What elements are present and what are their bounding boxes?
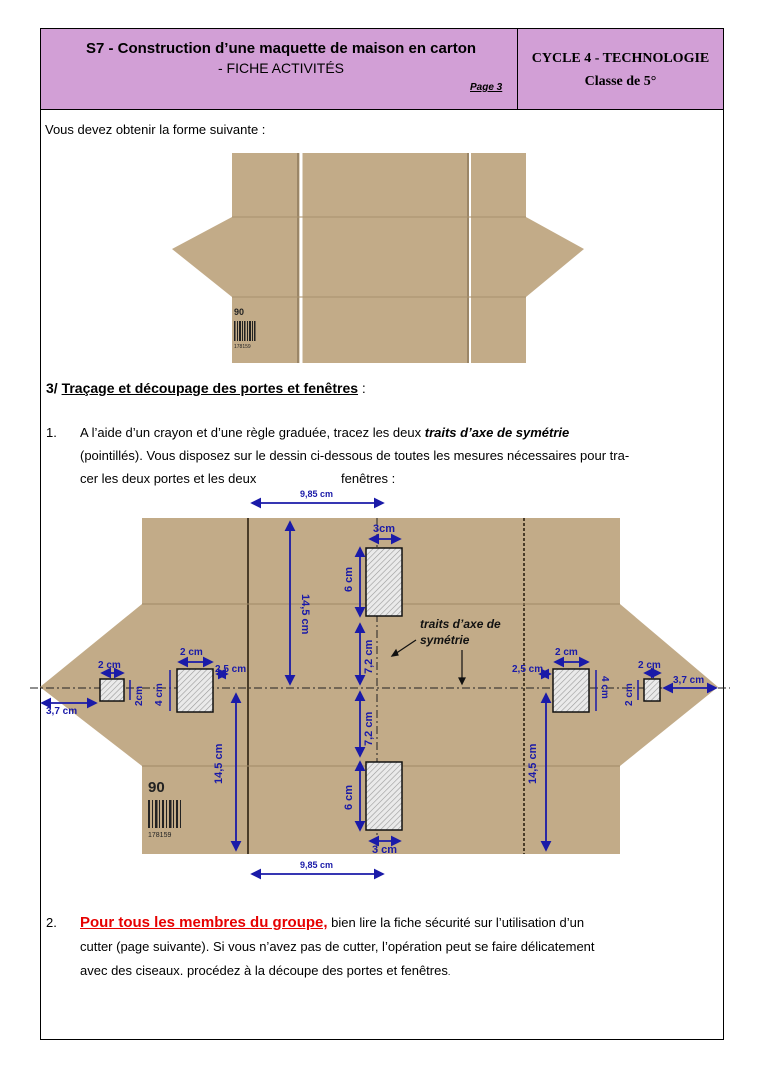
dim-right-small-w: 2 cm — [638, 660, 661, 671]
window-left-big — [177, 669, 213, 712]
dim-left-gap: 2,5 cm — [215, 664, 247, 675]
dim-wall-height-br: 14,5 cm — [527, 743, 539, 784]
top-box-number: 90 — [234, 307, 245, 317]
door-bottom — [366, 762, 402, 830]
dim-door-width-top: 3cm — [373, 523, 396, 535]
step2-line3-text: avec des ciseaux. procédez à la découpe des portes et fenêtres — [80, 963, 448, 978]
top-cardboard-image — [170, 147, 590, 367]
page-subtitle: - FICHE ACTIVITÉS — [217, 60, 344, 76]
dim-door-width-bottom: 3 cm — [372, 844, 398, 856]
axis-label-line2: symétrie — [420, 633, 470, 647]
door-top — [366, 548, 402, 616]
dim-bottom-width: 9,85 cm — [300, 860, 334, 870]
dim-right-gap: 2,5 cm — [512, 664, 544, 675]
dim-door-height-bottom: 6 cm — [343, 784, 355, 810]
window-right-big — [553, 669, 589, 712]
axis-label-line1: traits d’axe de — [420, 617, 501, 631]
dim-right-big-w: 2 cm — [555, 647, 578, 658]
dim-left-big-w: 2 cm — [180, 647, 203, 658]
step2-line3 — [80, 959, 720, 984]
step1-line2: (pointillés). Vous disposez sur le dessin ci-dessous de toutes les mesures nécessaires pour tra- — [80, 448, 630, 463]
classe-label: Classe de 5° — [584, 74, 657, 89]
step1-text-a: A l’aide d’un crayon et d’une règle graduée, tracez les deux — [80, 425, 422, 440]
section-colon: : — [361, 380, 366, 396]
step2-line1 — [80, 911, 720, 934]
dim-left-small-w: 2 cm — [98, 660, 121, 671]
house-net-diagram — [30, 484, 730, 884]
dim-left-edge: 3,7 cm — [46, 706, 78, 717]
intro-text: Vous devez obtenir la forme suivante : — [45, 122, 266, 137]
dim-right-big-h: 4 cm — [599, 676, 610, 699]
step1-emphasis: traits d’axe de symétrie — [424, 425, 570, 440]
window-left-small — [100, 679, 124, 701]
dim-wall-height-top: 14,5 cm — [299, 594, 311, 635]
cycle-label: CYCLE 4 - TECHNOLOGIE — [531, 51, 710, 66]
dim-top-width: 9,85 cm — [300, 489, 334, 499]
header-cycle-box — [517, 28, 724, 110]
step2-number: 2. — [46, 915, 57, 930]
section-number: 3/ — [46, 380, 58, 396]
top-barcode-number: 178159 — [234, 344, 251, 350]
section-title: Traçage et découpage des portes et fenêtres — [61, 380, 359, 396]
step1-line3a: cer les deux portes et les deux — [80, 471, 257, 486]
dim-right-small-h: 2 cm — [624, 683, 635, 706]
dim-left-big-h: 4 cm — [154, 683, 165, 706]
step2-line2: cutter (page suivante). Si vous n’avez pas de cutter, l’opération peut se faire délicatement — [80, 939, 595, 954]
section-heading — [46, 380, 366, 396]
dim-left-small-h: 2cm — [134, 685, 145, 706]
window-right-small — [644, 679, 660, 701]
dim-door-gap-bottom: 7,2 cm — [363, 711, 375, 746]
dim-door-height-top: 6 cm — [343, 566, 355, 592]
page-title: S7 - Construction d’une maquette de maison en carton — [85, 40, 477, 57]
step2-line3-end: . — [447, 967, 451, 977]
step1-number: 1. — [46, 425, 57, 440]
page-number: Page 3 — [470, 82, 503, 93]
top-barcode — [234, 321, 256, 341]
dim-right-edge: 3,7 cm — [673, 675, 705, 686]
diagram-barcode-number: 178159 — [148, 832, 172, 839]
dim-door-gap-top: 7,2 cm — [363, 639, 375, 674]
step1-line1 — [80, 421, 720, 444]
diagram-box-number: 90 — [148, 779, 165, 796]
dim-wall-height-bl: 14,5 cm — [213, 743, 225, 784]
step2-line1-text: bien lire la fiche sécurité sur l’utilisation d’un — [331, 915, 585, 930]
step1-line3b: fenêtres : — [341, 471, 396, 486]
step2-red-text: Pour tous les membres du groupe, — [80, 914, 328, 931]
